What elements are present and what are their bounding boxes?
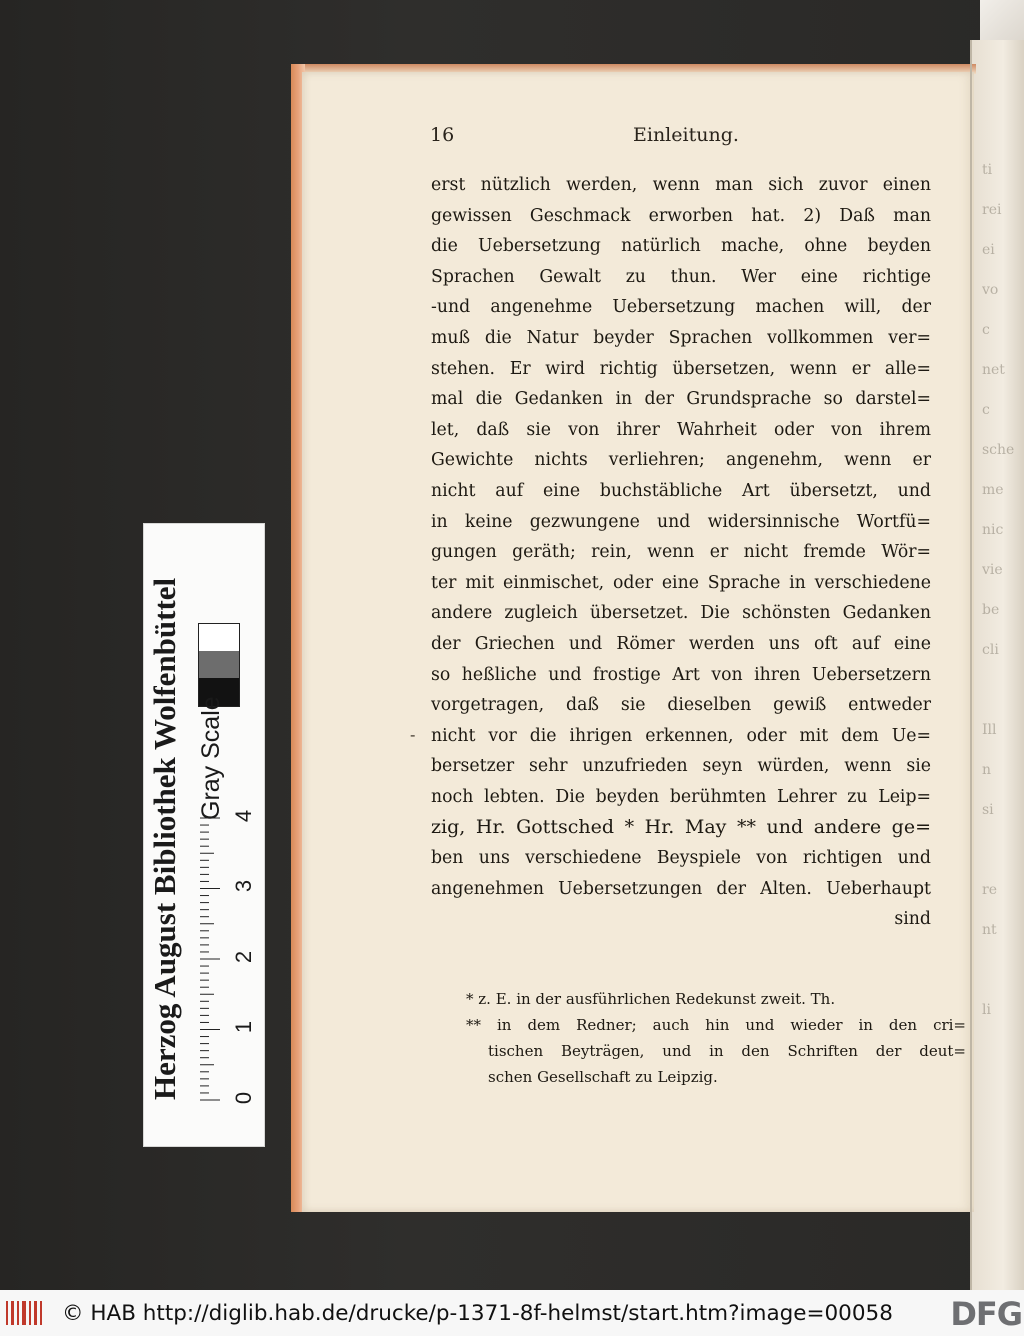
body-text (431, 170, 931, 935)
ruler (200, 700, 260, 1110)
text-line: gewissen Geschmack erworben hat. 2) Daß man (431, 205, 931, 226)
page-header (430, 124, 940, 154)
text-line: zig, Hr. Gottsched * Hr. May ** und andere ge= (431, 816, 931, 839)
text-line: stehen. Er wird richtig übersetzen, wenn er alle= (431, 358, 931, 379)
ruler-number: 3 (231, 879, 256, 893)
text-line: so heßliche und frostige Art von ihren Uebersetzern (431, 664, 931, 685)
text-line: in keine gezwungene und widersinnische Wortfü= (431, 511, 931, 532)
text-line: nicht auf eine buchstäbliche Art übersetzt, und (431, 480, 931, 501)
hab-barcode-icon (4, 1298, 44, 1328)
ruler-number: 4 (231, 809, 256, 823)
footnote: * z. E. in der ausführlichen Redekunst zweit. Th. (466, 990, 836, 1008)
text-line: ter mit einmischet, oder eine Sprache in verschiedene (431, 572, 931, 593)
text-line: Gewichte nichts verliehren; angenehm, wenn er (431, 450, 931, 471)
dfg-logo: DFG (950, 1295, 1022, 1333)
gray-swatch (199, 651, 239, 678)
text-line: vorgetragen, daß sie dieselben gewiß entweder (431, 695, 931, 716)
white-swatch (199, 624, 239, 651)
text-line: Sprachen Gewalt zu thun. Wer eine richtige (431, 266, 931, 287)
ruler-number: 2 (231, 950, 256, 964)
footnote-continuation: tischen Beyträgen, und in den Schriften der deut= (488, 1042, 966, 1060)
text-line: erst nützlich werden, wenn man sich zuvor einen (431, 175, 931, 195)
footnotes (466, 986, 966, 1090)
gray-scale-label: Gray Scale (197, 696, 225, 820)
text-line: die Uebersetzung natürlich mache, ohne beyden (431, 236, 931, 257)
catchword: sind (894, 909, 931, 930)
ruler-number: 0 (231, 1091, 256, 1105)
page-number: 16 (430, 124, 455, 146)
footnote-continuation: schen Gesellschaft zu Leipzig. (488, 1068, 718, 1086)
text-line: ben uns verschiedene Beyspiele von richtigen und (431, 848, 931, 869)
library-name: Herzog August Bibliothek Wolfenbüttel (147, 577, 182, 1100)
footnote: ** in dem Redner; auch hin und wieder in den cri= (466, 1016, 966, 1034)
margin-mark: - (410, 725, 416, 744)
text-line: nicht vor die ihrigen erkennen, oder mit dem Ue= (431, 725, 931, 746)
text-line: mal die Gedanken in der Grundsprache so darstel= (431, 389, 931, 410)
text-line: bersetzer sehr unzufrieden seyn würden, wenn sie (431, 756, 931, 777)
gutter (970, 40, 972, 1290)
ruler-number: 1 (231, 1020, 256, 1034)
ruler-ticks (200, 818, 220, 1100)
text-line: der Griechen und Römer werden uns oft auf eine (431, 633, 931, 654)
text-line: -und angenehme Uebersetzung machen will, der (431, 297, 931, 318)
text-line: angenehmen Uebersetzungen der Alten. Ueberhaupt (431, 878, 931, 899)
text-line: noch lebten. Die beyden berühmten Lehrer zu Leip= (431, 786, 931, 807)
text-line: let, daß sie von ihrer Wahrheit oder von ihrem (431, 419, 931, 440)
facing-page-text: ti rei ei vo c net c sche me nic vie be cli Ill n si re nt li (982, 162, 1015, 1018)
copyright-notice: © HAB http://diglib.hab.de/drucke/p-1371-8f-helmst/start.htm?image=00058 (62, 1301, 893, 1326)
running-title: Einleitung. (633, 124, 739, 146)
text-line: muß die Natur beyder Sprachen vollkommen ver= (431, 327, 931, 348)
text-line: andere zugleich übersetzet. Die schönsten Gedanken (431, 603, 931, 624)
text-line: gungen geräth; rein, wenn er nicht fremde Wör= (431, 542, 931, 563)
